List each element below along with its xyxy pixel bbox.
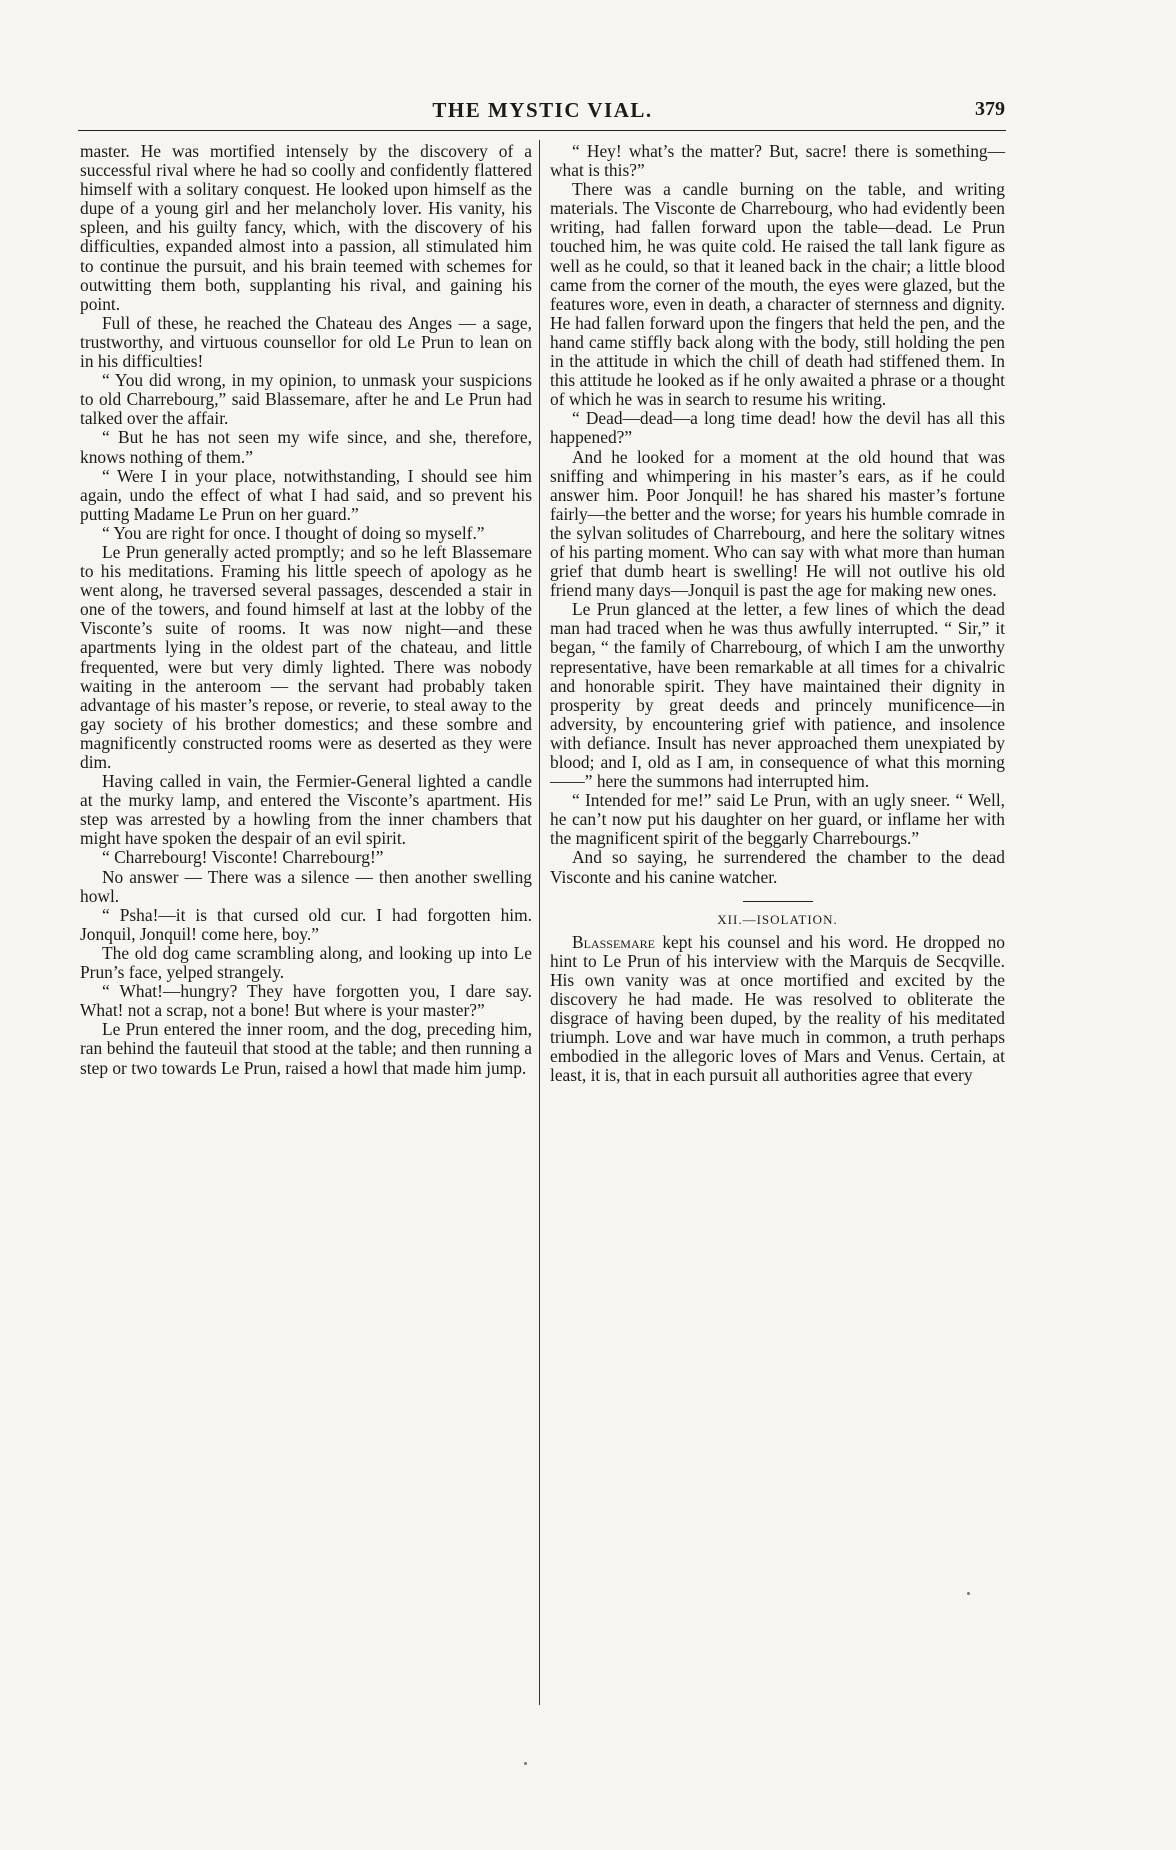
paragraph: And so saying, he surrendered the chamber to the dead Visconte and his canine watcher. xyxy=(550,847,1005,887)
paragraph: “ Dead—dead—a long time dead! how the devil has all this happened?” xyxy=(550,408,1005,448)
paragraph: Full of these, he reached the Chateau des Anges — a sage, trustworthy, and virtuous counsellor for old Le Prun to lean on in his difficulties! xyxy=(80,312,532,372)
section-heading: XII.—ISOLATION. xyxy=(717,911,838,927)
page-number: 379 xyxy=(975,98,1005,120)
column-divider xyxy=(539,140,540,1705)
paragraph: “ Psha!—it is that cursed old cur. I had forgotten him. Jonquil, Jonquil! come here, boy.” xyxy=(80,904,532,944)
paragraph: And he looked for a moment at the old hound that was sniffing and whimpering in his master’s ears, as if he could answer him. Poor Jonquil! he has shared his master’s fortune fairly—the better and the worse; for years his humble comrade in the sylvan solitudes of Charrebourg, and here the solitary witnes of his parting moment. Who can say with what more than human grief that dumb heart is swelling! He will not outlive his old friend many days—Jonquil is past the age for making new ones. xyxy=(550,446,1005,601)
paragraph: No answer — There was a silence — then another swelling howl. xyxy=(80,866,532,906)
paragraph: Le Prun entered the inner room, and the dog, preceding him, ran behind the fauteuil that stood at the table; and then running a step or two towards Le Prun, raised a howl that made him jump. xyxy=(80,1019,532,1078)
right-column xyxy=(550,142,1005,1086)
paragraph: The old dog came scrambling along, and looking up into Le Prun’s face, yelped strangely. xyxy=(80,942,532,983)
header-rule xyxy=(78,130,1006,131)
paragraph: There was a candle burning on the table, and writing materials. The Visconte de Charrebourg, who had evidently been writing, had fallen forward upon the table—dead. Le Prun touched him, he was quite cold. He raised the tall lank figure as well as he could, so that it leaned back in the chair; a little blood came from the corner of the mouth, the eyes were glazed, but the features wore, even in death, a character of sternness and dignity. He had fallen forward upon the fingers that held the pen, and the hand came stiffly back along with the body, still holding the pen in the attitude in which the chill of death had stiffened them. In this attitude he looked as if he only awaited a phrase or a thought of which he was in search to resume his writing. xyxy=(550,179,1005,410)
paragraph: “ What!—hungry? They have forgotten you, I dare say. What! not a scrap, not a bone! But where is your master?” xyxy=(80,981,532,1021)
paragraph: “ Charrebourg! Visconte! Charrebourg!” xyxy=(102,847,384,868)
section-separator xyxy=(743,901,813,902)
left-column xyxy=(80,142,532,1078)
speck xyxy=(524,1762,527,1765)
paragraph: Le Prun glanced at the letter, a few lines of which the dead man had traced when he was thus awfully interrupted. “ Sir,” it began, “ the family of Charrebourg, of which I am the unworthy representative, have been remarkable at all times for a chivalric and honorable spirit. They have maintained their dignity in prosperity by great deeds and princely munificence—in adversity, by encountering grief with patience, and insolence with defiance. Insult has never approached them unexpiated by blood; and I, old as I am, in consequence of what this morning——” here the summons had interrupted him. xyxy=(550,599,1005,792)
paragraph: master. He was mortified intensely by the discovery of a successful rival where he had so coolly and confidently flattered himself with a solitary conquest. He looked upon himself as the dupe of a young girl and her melancholy lover. His vanity, his spleen, and his guilty fancy, which, with the discovery of his difficulties, expanded almost into a passion, all stimulated him to continue the pursuit, and his brain teemed with schemes for outwitting them both, supplanting his rival, and gaining his point. xyxy=(80,141,532,314)
paragraph: “ You are right for once. I thought of doing so myself.” xyxy=(102,522,485,543)
running-header xyxy=(80,98,1005,128)
paragraph: “ You did wrong, in my opinion, to unmask your suspicions to old Charrebourg,” said Blassemare, after he and Le Prun had talked over the affair. xyxy=(80,370,532,429)
speck xyxy=(967,1592,970,1595)
lead-word: Blassemare xyxy=(572,931,655,952)
paragraph: “ Were I in your place, notwithstanding, I should see him again, undo the effect of what I had said, and so prevent his putting Madame Le Prun on her guard.” xyxy=(80,465,532,524)
paragraph: “ Hey! what’s the matter? But, sacre! there is something—what is this?” xyxy=(550,141,1005,181)
paragraph: “ But he has not seen my wife since, and she, therefore, knows nothing of them.” xyxy=(80,427,532,467)
paragraph: Having called in vain, the Fermier-General lighted a candle at the murky lamp, and entered the Visconte’s apartment. His step was arrested by a howling from the inner chambers that might have spoken the despair of an evil spirit. xyxy=(80,771,532,849)
paragraph-text: kept his counsel and his word. He dropped no hint to Le Prun of his interview with the Marquis de Secqville. His own vanity was at once mortified and excited by the discovery he had made. He was resolved to obliterate the disgrace of having been duped, by the reality of his meditated triumph. Love and war have much in common, a truth perhaps embodied in the allegoric loves of Mars and Venus. Certain, at least, it is, that in each pursuit all authorities agree that every xyxy=(550,931,1005,1086)
running-title: THE MYSTIC VIAL. xyxy=(432,98,653,122)
paragraph: Le Prun generally acted promptly; and so he left Blassemare to his meditations. Framing his little speech of apology as he went along, he traversed several passages, descended a stair in one of the towers, and found himself at last at the lobby of the Visconte’s suite of rooms. It was now night—and these apartments lying in the oldest part of the chateau, and little frequented, were but very dimly lighted. There was nobody waiting in the anteroom — the servant had probably taken advantage of his master’s repose, or reverie, to steal away to the gay society of his brother domestics; and these sombre and magnificently constructed rooms were as deserted as they were dim. xyxy=(80,541,532,772)
paragraph: “ Intended for me!” said Le Prun, with an ugly sneer. “ Well, he can’t now put his daughter on her guard, or inflame her with the magnificent spirit of the beggarly Charrebourgs.” xyxy=(550,790,1005,849)
paragraph xyxy=(550,933,1005,1086)
